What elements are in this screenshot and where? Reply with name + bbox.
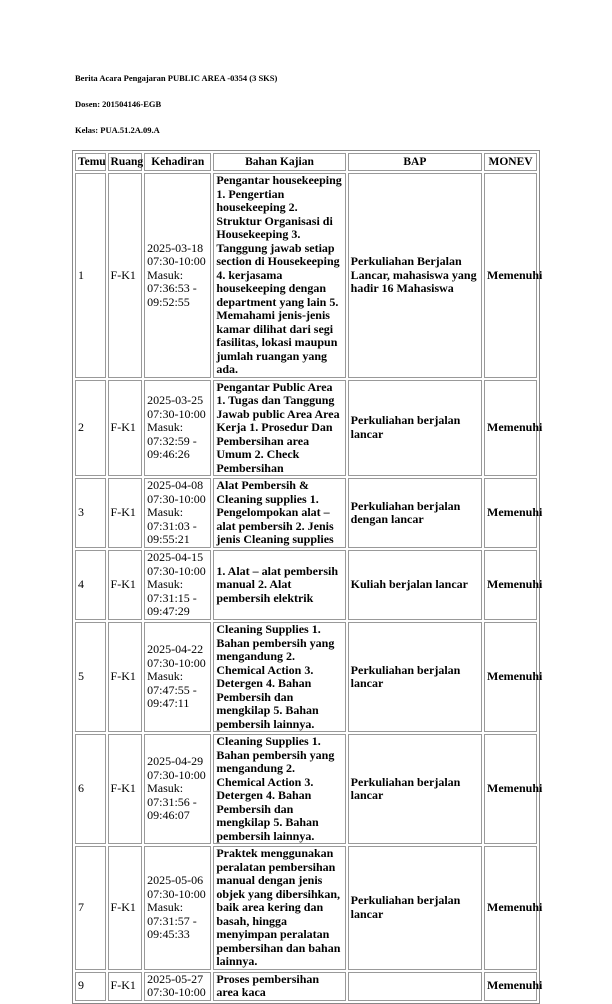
bap-note: Kuliah berjalan lancar bbox=[348, 550, 482, 620]
attendance-line: Masuk: bbox=[147, 781, 184, 796]
monev-status: Memenuhi bbox=[484, 846, 537, 970]
attendance-line: 2025-04-29 bbox=[147, 754, 204, 769]
meeting-number: 7 bbox=[75, 846, 106, 970]
attendance-line: 07:36:53 - bbox=[147, 281, 197, 295]
attendance-line: 07:30-10:00 bbox=[147, 886, 206, 901]
column-header-kehadiran: Kehadiran bbox=[144, 153, 211, 171]
attendance-cell bbox=[144, 550, 211, 620]
attendance-line: Masuk: bbox=[147, 505, 184, 520]
attendance-line: 07:30-10:00 bbox=[147, 985, 206, 999]
attendance-line: 2025-05-06 bbox=[147, 873, 204, 887]
attendance-cell bbox=[144, 846, 211, 970]
document-title: Berita Acara Pengajaran PUBLIC AREA -0354 (3 SKS) bbox=[75, 73, 278, 83]
lecturer-line: Dosen: 201504146-EGB bbox=[75, 99, 162, 109]
column-header-monev: MONEV bbox=[484, 153, 537, 171]
monev-status: Memenuhi bbox=[484, 380, 537, 477]
table-row bbox=[75, 846, 537, 970]
column-header-bap: BAP bbox=[348, 153, 482, 171]
attendance-line: 07:30-10:00 bbox=[147, 655, 206, 670]
table-row bbox=[75, 734, 537, 844]
attendance-line: 07:30-10:00 bbox=[147, 406, 206, 421]
attendance-line: Masuk: bbox=[147, 900, 184, 914]
table-row bbox=[75, 173, 537, 378]
attendance-line: 07:31:57 - bbox=[147, 913, 197, 928]
table-row bbox=[75, 478, 537, 548]
table-row bbox=[75, 380, 537, 477]
study-material: Cleaning Supplies 1. Bahan pembersih yang mengandung 2. Chemical Action 3. Detergen 4. Bahan Pembersih dan mengkilap 5. Bahan pembersih lainnya. bbox=[213, 622, 345, 732]
meeting-number: 3 bbox=[75, 478, 106, 548]
study-material: Pengantar Public Area 1. Tugas dan Tanggung Jawab public Area Area Kerja 1. Prosedur Dan Pembersihan area Umum 2. Check Pembersihan bbox=[213, 380, 345, 477]
bap-note: Perkuliahan berjalan dengan lancar bbox=[348, 478, 482, 548]
column-header-temu: Temu bbox=[75, 153, 106, 171]
column-header-bahan-kajian: Bahan Kajian bbox=[213, 153, 345, 171]
bap-note: Perkuliahan berjalan lancar bbox=[348, 734, 482, 844]
study-material: Pengantar housekeeping 1. Pengertian housekeeping 2. Struktur Organisasi di Housekeeping 3. Tanggung jawab setiap section di Housekeeping 4. kerjasama housekeeping dengan department yang lain 5. Memahami jenis-jenis kamar dilihat dari segi fasilitas, lokasi maupun jumlah ruangan yang ada. bbox=[213, 173, 345, 378]
attendance-line: 07:30-10:00 bbox=[147, 491, 206, 506]
attendance-line: 07:31:03 - bbox=[147, 518, 197, 533]
attendance-line: 2025-04-22 bbox=[147, 642, 204, 657]
meeting-number: 5 bbox=[75, 622, 106, 732]
attendance-line: 07:31:15 - bbox=[147, 590, 197, 605]
monev-status: Memenuhi bbox=[484, 972, 537, 1001]
attendance-line: 07:30-10:00 bbox=[147, 767, 206, 782]
study-material: 1. Alat – alat pembersih manual 2. Alat pembersih elektrik bbox=[213, 550, 345, 620]
table-header-row bbox=[75, 153, 537, 171]
monev-status: Memenuhi bbox=[484, 550, 537, 620]
study-material: Praktek menggunakan peralatan pembersihan manual dengan jenis objek yang dibersihkan, baik area kering dan basah, hingga menyimpan peralatan pembersihan dan bahan lainnya. bbox=[213, 846, 345, 970]
bap-note: Perkuliahan Berjalan Lancar, mahasiswa yang hadir 16 Mahasiswa bbox=[348, 173, 482, 378]
attendance-line: Masuk: bbox=[147, 577, 184, 592]
attendance-line: 07:47:55 - bbox=[147, 682, 197, 697]
meeting-number: 2 bbox=[75, 380, 106, 477]
attendance-line: 07:31:56 - bbox=[147, 794, 197, 809]
attendance-line: 07:30-10:00 bbox=[147, 254, 206, 268]
table-row bbox=[75, 972, 537, 1001]
meeting-number: 9 bbox=[75, 972, 106, 1001]
attendance-line: 09:45:33 bbox=[147, 927, 190, 941]
bap-note bbox=[348, 972, 482, 1001]
attendance-line: 09:52:55 bbox=[147, 294, 190, 309]
column-header-ruang: Ruang bbox=[108, 153, 143, 171]
attendance-line: 09:47:11 bbox=[147, 696, 190, 711]
attendance-cell bbox=[144, 734, 211, 844]
room: F-K1 bbox=[108, 846, 143, 970]
meeting-number: 4 bbox=[75, 550, 106, 620]
study-material: Proses pembersihan area kaca bbox=[213, 972, 345, 1001]
attendance-line: 09:47:29 bbox=[147, 604, 190, 619]
attendance-cell bbox=[144, 622, 211, 732]
attendance-line: 2025-03-25 bbox=[147, 393, 204, 407]
class-line: Kelas: PUA.51.2A.09.A bbox=[75, 125, 160, 135]
attendance-cell bbox=[144, 972, 211, 1001]
attendance-line: 2025-04-15 bbox=[147, 550, 204, 565]
attendance-line: 07:30-10:00 bbox=[147, 563, 206, 578]
monev-status: Memenuhi bbox=[484, 622, 537, 732]
room: F-K1 bbox=[108, 550, 143, 620]
bap-note: Perkuliahan berjalan lancar bbox=[348, 846, 482, 970]
monev-status: Memenuhi bbox=[484, 478, 537, 548]
attendance-cell bbox=[144, 173, 211, 378]
room: F-K1 bbox=[108, 622, 143, 732]
study-material: Alat Pembersih & Cleaning supplies 1. Pengelompokan alat – alat pembersih 2. Jenis jenis Cleaning supplies bbox=[213, 478, 345, 548]
attendance-line: Masuk: bbox=[147, 267, 184, 282]
attendance-line: 2025-04-08 bbox=[147, 478, 204, 493]
meeting-number: 6 bbox=[75, 734, 106, 844]
attendance-cell bbox=[144, 380, 211, 477]
attendance-line: Masuk: bbox=[147, 420, 184, 434]
study-material: Cleaning Supplies 1. Bahan pembersih yang mengandung 2. Chemical Action 3. Detergen 4. Bahan Pembersih dan mengkilap 5. Bahan pembersih lainnya. bbox=[213, 734, 345, 844]
attendance-line: 09:46:07 bbox=[147, 808, 190, 823]
table-row bbox=[75, 622, 537, 732]
room: F-K1 bbox=[108, 972, 143, 1001]
attendance-line: 09:55:21 bbox=[147, 532, 190, 547]
bap-note: Perkuliahan berjalan lancar bbox=[348, 380, 482, 477]
monev-status: Memenuhi bbox=[484, 734, 537, 844]
bap-note: Perkuliahan berjalan lancar bbox=[348, 622, 482, 732]
attendance-line: 2025-05-27 bbox=[147, 971, 204, 986]
attendance-cell bbox=[144, 478, 211, 548]
room: F-K1 bbox=[108, 380, 143, 477]
table-row bbox=[75, 550, 537, 620]
room: F-K1 bbox=[108, 734, 143, 844]
meeting-number: 1 bbox=[75, 173, 106, 378]
teaching-report-table bbox=[72, 150, 543, 1004]
monev-status: Memenuhi bbox=[484, 173, 537, 378]
attendance-line: 2025-03-18 bbox=[147, 240, 204, 255]
attendance-line: 09:46:26 bbox=[147, 447, 190, 461]
room: F-K1 bbox=[108, 478, 143, 548]
attendance-line: Masuk: bbox=[147, 669, 184, 684]
room: F-K1 bbox=[108, 173, 143, 378]
attendance-line: 07:32:59 - bbox=[147, 433, 197, 448]
